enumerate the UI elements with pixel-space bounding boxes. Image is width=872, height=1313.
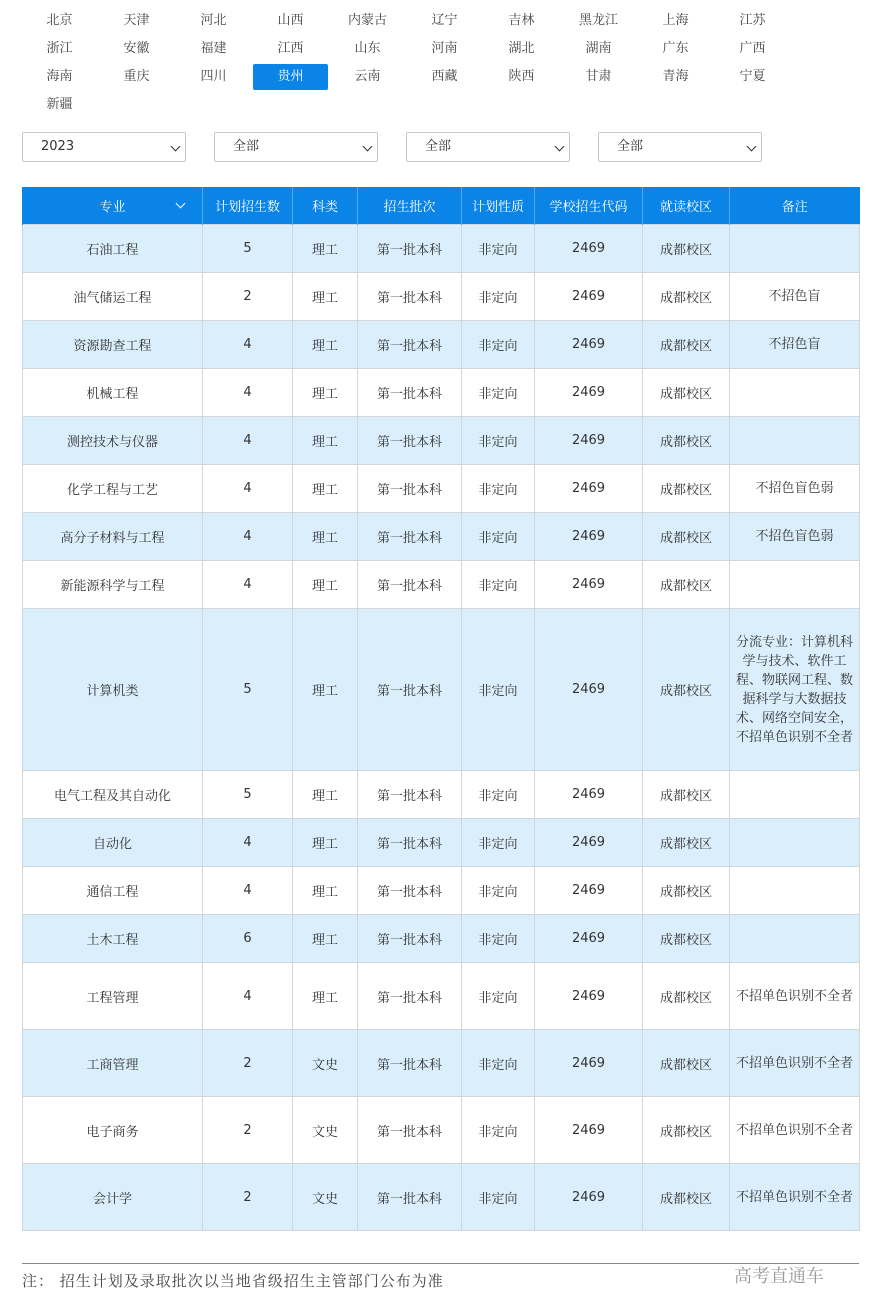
cell-plan-count: 2 bbox=[203, 1164, 293, 1231]
category-select[interactable] bbox=[214, 132, 378, 162]
cell-subject: 理工 bbox=[293, 867, 358, 915]
cell-subject: 理工 bbox=[293, 819, 358, 867]
cell-school-code: 2469 bbox=[535, 225, 643, 273]
cell-batch: 第一批本科 bbox=[358, 561, 462, 609]
cell-plan-type: 非定向 bbox=[462, 1030, 535, 1097]
province-item[interactable]: 辽宁 bbox=[431, 13, 458, 28]
campus-select[interactable] bbox=[598, 132, 762, 162]
enrollment-plan-table bbox=[22, 187, 860, 1231]
table-row bbox=[23, 609, 860, 771]
cell-campus: 成都校区 bbox=[643, 417, 730, 465]
cell-subject: 理工 bbox=[293, 561, 358, 609]
table-row bbox=[23, 867, 860, 915]
cell-subject: 文史 bbox=[293, 1097, 358, 1164]
province-item[interactable]: 宁夏 bbox=[739, 69, 766, 84]
cell-batch: 第一批本科 bbox=[358, 273, 462, 321]
cell-remarks bbox=[730, 915, 860, 963]
batch-select[interactable] bbox=[406, 132, 570, 162]
chevron-down-icon bbox=[363, 142, 373, 152]
province-item[interactable]: 重庆 bbox=[123, 69, 150, 84]
cell-major: 电气工程及其自动化 bbox=[23, 771, 203, 819]
col-header-batch: 招生批次 bbox=[358, 187, 462, 225]
cell-plan-type: 非定向 bbox=[462, 609, 535, 771]
table-row bbox=[23, 771, 860, 819]
cell-remarks bbox=[730, 225, 860, 273]
table-row bbox=[23, 465, 860, 513]
cell-remarks: 不招色盲色弱 bbox=[730, 465, 860, 513]
cell-major: 自动化 bbox=[23, 819, 203, 867]
cell-major: 新能源科学与工程 bbox=[23, 561, 203, 609]
cell-campus: 成都校区 bbox=[643, 915, 730, 963]
cell-remarks bbox=[730, 417, 860, 465]
province-row bbox=[22, 36, 852, 64]
cell-major: 电子商务 bbox=[23, 1097, 203, 1164]
cell-campus: 成都校区 bbox=[643, 963, 730, 1030]
province-item[interactable]: 黑龙江 bbox=[578, 13, 618, 28]
cell-plan-type: 非定向 bbox=[462, 465, 535, 513]
col-header-subject: 科类 bbox=[293, 187, 358, 225]
cell-batch: 第一批本科 bbox=[358, 369, 462, 417]
cell-plan-count: 2 bbox=[203, 1097, 293, 1164]
cell-major: 工商管理 bbox=[23, 1030, 203, 1097]
province-item[interactable]: 山西 bbox=[277, 13, 304, 28]
cell-campus: 成都校区 bbox=[643, 273, 730, 321]
cell-plan-count: 4 bbox=[203, 867, 293, 915]
province-item[interactable]: 河南 bbox=[431, 41, 458, 56]
province-row bbox=[22, 8, 852, 36]
cell-school-code: 2469 bbox=[535, 867, 643, 915]
cell-subject: 理工 bbox=[293, 321, 358, 369]
table-row bbox=[23, 561, 860, 609]
chevron-down-icon[interactable] bbox=[176, 199, 186, 209]
cell-subject: 理工 bbox=[293, 465, 358, 513]
cell-campus: 成都校区 bbox=[643, 465, 730, 513]
cell-plan-count: 4 bbox=[203, 513, 293, 561]
table-row bbox=[23, 819, 860, 867]
cell-remarks: 分流专业：计算机科学与技术、软件工程、物联网工程、数据科学与大数据技术、网络空间安全，不招单色识别不全者 bbox=[730, 609, 860, 771]
province-item[interactable]: 河北 bbox=[200, 13, 227, 28]
cell-subject: 理工 bbox=[293, 513, 358, 561]
cell-campus: 成都校区 bbox=[643, 225, 730, 273]
cell-plan-count: 4 bbox=[203, 417, 293, 465]
province-item[interactable]: 广西 bbox=[739, 41, 766, 56]
cell-plan-type: 非定向 bbox=[462, 963, 535, 1030]
cell-campus: 成都校区 bbox=[643, 1164, 730, 1231]
cell-batch: 第一批本科 bbox=[358, 417, 462, 465]
province-item[interactable]: 甘肃 bbox=[585, 69, 612, 84]
chevron-down-icon bbox=[555, 142, 565, 152]
cell-remarks: 不招单色识别不全者 bbox=[730, 1164, 860, 1231]
category-select-value: 全部 bbox=[233, 139, 260, 154]
province-item[interactable]: 安徽 bbox=[123, 41, 150, 56]
year-select[interactable] bbox=[22, 132, 186, 162]
cell-plan-count: 4 bbox=[203, 819, 293, 867]
cell-major: 会计学 bbox=[23, 1164, 203, 1231]
cell-major: 计算机类 bbox=[23, 609, 203, 771]
cell-remarks bbox=[730, 867, 860, 915]
watermark: 高考直通车 bbox=[734, 1266, 824, 1287]
cell-campus: 成都校区 bbox=[643, 867, 730, 915]
cell-plan-type: 非定向 bbox=[462, 513, 535, 561]
cell-batch: 第一批本科 bbox=[358, 609, 462, 771]
cell-plan-count: 4 bbox=[203, 321, 293, 369]
cell-major: 测控技术与仪器 bbox=[23, 417, 203, 465]
cell-remarks: 不招色盲 bbox=[730, 273, 860, 321]
cell-plan-count: 6 bbox=[203, 915, 293, 963]
cell-plan-count: 4 bbox=[203, 963, 293, 1030]
cell-plan-type: 非定向 bbox=[462, 417, 535, 465]
cell-campus: 成都校区 bbox=[643, 369, 730, 417]
cell-major: 油气储运工程 bbox=[23, 273, 203, 321]
cell-plan-type: 非定向 bbox=[462, 225, 535, 273]
cell-subject: 理工 bbox=[293, 771, 358, 819]
cell-major: 工程管理 bbox=[23, 963, 203, 1030]
cell-remarks: 不招单色识别不全者 bbox=[730, 1097, 860, 1164]
province-item[interactable]: 广东 bbox=[662, 41, 689, 56]
cell-school-code: 2469 bbox=[535, 771, 643, 819]
table-row bbox=[23, 273, 860, 321]
cell-major: 土木工程 bbox=[23, 915, 203, 963]
table-row bbox=[23, 1164, 860, 1231]
province-item[interactable]: 浙江 bbox=[46, 41, 73, 56]
province-selector bbox=[22, 8, 852, 120]
cell-school-code: 2469 bbox=[535, 1164, 643, 1231]
cell-campus: 成都校区 bbox=[643, 771, 730, 819]
cell-batch: 第一批本科 bbox=[358, 465, 462, 513]
cell-school-code: 2469 bbox=[535, 963, 643, 1030]
cell-batch: 第一批本科 bbox=[358, 1164, 462, 1231]
cell-school-code: 2469 bbox=[535, 321, 643, 369]
cell-plan-count: 4 bbox=[203, 561, 293, 609]
cell-batch: 第一批本科 bbox=[358, 1030, 462, 1097]
cell-campus: 成都校区 bbox=[643, 819, 730, 867]
cell-plan-count: 5 bbox=[203, 225, 293, 273]
cell-plan-count: 4 bbox=[203, 465, 293, 513]
province-item[interactable]: 江西 bbox=[277, 41, 304, 56]
cell-plan-type: 非定向 bbox=[462, 1164, 535, 1231]
cell-campus: 成都校区 bbox=[643, 561, 730, 609]
province-item[interactable]: 北京 bbox=[46, 13, 73, 28]
table-row bbox=[23, 225, 860, 273]
col-header-major[interactable] bbox=[23, 187, 203, 225]
cell-plan-type: 非定向 bbox=[462, 1097, 535, 1164]
cell-plan-type: 非定向 bbox=[462, 819, 535, 867]
cell-major: 石油工程 bbox=[23, 225, 203, 273]
cell-plan-type: 非定向 bbox=[462, 273, 535, 321]
province-item[interactable]: 吉林 bbox=[508, 13, 535, 28]
cell-school-code: 2469 bbox=[535, 819, 643, 867]
campus-select-value: 全部 bbox=[617, 139, 644, 154]
filter-bar bbox=[22, 132, 790, 162]
cell-remarks bbox=[730, 369, 860, 417]
cell-batch: 第一批本科 bbox=[358, 963, 462, 1030]
cell-batch: 第一批本科 bbox=[358, 819, 462, 867]
cell-school-code: 2469 bbox=[535, 915, 643, 963]
cell-campus: 成都校区 bbox=[643, 513, 730, 561]
cell-remarks: 不招单色识别不全者 bbox=[730, 963, 860, 1030]
province-row bbox=[22, 92, 852, 120]
cell-school-code: 2469 bbox=[535, 609, 643, 771]
year-select-value: 2023 bbox=[41, 139, 75, 154]
col-header-school-code: 学校招生代码 bbox=[535, 187, 643, 225]
cell-subject: 理工 bbox=[293, 369, 358, 417]
cell-campus: 成都校区 bbox=[643, 1030, 730, 1097]
province-item[interactable]: 山东 bbox=[354, 41, 381, 56]
cell-plan-count: 5 bbox=[203, 609, 293, 771]
cell-major: 机械工程 bbox=[23, 369, 203, 417]
col-header-plan-count: 计划招生数 bbox=[203, 187, 293, 225]
col-header-campus: 就读校区 bbox=[643, 187, 730, 225]
cell-plan-count: 5 bbox=[203, 771, 293, 819]
cell-batch: 第一批本科 bbox=[358, 771, 462, 819]
province-item[interactable]: 福建 bbox=[200, 41, 227, 56]
cell-major: 通信工程 bbox=[23, 867, 203, 915]
chevron-down-icon bbox=[747, 142, 757, 152]
cell-batch: 第一批本科 bbox=[358, 225, 462, 273]
cell-plan-count: 2 bbox=[203, 1030, 293, 1097]
cell-plan-count: 4 bbox=[203, 369, 293, 417]
province-item[interactable]: 青海 bbox=[662, 69, 689, 84]
cell-subject: 理工 bbox=[293, 273, 358, 321]
batch-select-value: 全部 bbox=[425, 139, 452, 154]
table-row bbox=[23, 963, 860, 1030]
cell-batch: 第一批本科 bbox=[358, 867, 462, 915]
cell-plan-count: 2 bbox=[203, 273, 293, 321]
table-row bbox=[23, 321, 860, 369]
table-row bbox=[23, 369, 860, 417]
cell-batch: 第一批本科 bbox=[358, 1097, 462, 1164]
cell-campus: 成都校区 bbox=[643, 1097, 730, 1164]
province-item[interactable]: 贵州 bbox=[253, 64, 328, 90]
cell-subject: 理工 bbox=[293, 609, 358, 771]
footnote: 注： 招生计划及录取批次以当地省级招生主管部门公布为准 bbox=[22, 1272, 444, 1290]
cell-school-code: 2469 bbox=[535, 417, 643, 465]
cell-school-code: 2469 bbox=[535, 273, 643, 321]
province-item[interactable]: 江苏 bbox=[739, 13, 766, 28]
cell-plan-type: 非定向 bbox=[462, 867, 535, 915]
cell-major: 资源勘查工程 bbox=[23, 321, 203, 369]
province-row bbox=[22, 64, 852, 92]
table-row bbox=[23, 417, 860, 465]
table-row bbox=[23, 1030, 860, 1097]
cell-remarks bbox=[730, 819, 860, 867]
table-row bbox=[23, 1097, 860, 1164]
col-header-plan-type: 计划性质 bbox=[462, 187, 535, 225]
cell-plan-type: 非定向 bbox=[462, 561, 535, 609]
cell-remarks bbox=[730, 771, 860, 819]
province-item[interactable]: 新疆 bbox=[46, 97, 73, 112]
cell-batch: 第一批本科 bbox=[358, 513, 462, 561]
cell-remarks: 不招单色识别不全者 bbox=[730, 1030, 860, 1097]
cell-school-code: 2469 bbox=[535, 1097, 643, 1164]
cell-remarks bbox=[730, 561, 860, 609]
table-row bbox=[23, 915, 860, 963]
table-row bbox=[23, 513, 860, 561]
col-header-remarks: 备注 bbox=[730, 187, 860, 225]
province-item[interactable]: 内蒙古 bbox=[347, 13, 387, 28]
cell-school-code: 2469 bbox=[535, 465, 643, 513]
province-item[interactable]: 云南 bbox=[354, 69, 381, 84]
cell-school-code: 2469 bbox=[535, 1030, 643, 1097]
province-item[interactable]: 湖北 bbox=[508, 41, 535, 56]
province-item[interactable]: 天津 bbox=[123, 13, 150, 28]
cell-school-code: 2469 bbox=[535, 561, 643, 609]
cell-subject: 理工 bbox=[293, 417, 358, 465]
cell-plan-type: 非定向 bbox=[462, 771, 535, 819]
cell-school-code: 2469 bbox=[535, 369, 643, 417]
province-item[interactable]: 西藏 bbox=[431, 69, 458, 84]
province-item[interactable]: 海南 bbox=[46, 69, 73, 84]
cell-subject: 文史 bbox=[293, 1164, 358, 1231]
cell-subject: 理工 bbox=[293, 963, 358, 1030]
province-item[interactable]: 四川 bbox=[200, 69, 227, 84]
cell-plan-type: 非定向 bbox=[462, 915, 535, 963]
cell-campus: 成都校区 bbox=[643, 321, 730, 369]
col-header-label: 专业 bbox=[99, 200, 126, 215]
cell-remarks: 不招色盲 bbox=[730, 321, 860, 369]
cell-subject: 文史 bbox=[293, 1030, 358, 1097]
cell-subject: 理工 bbox=[293, 225, 358, 273]
province-item[interactable]: 湖南 bbox=[585, 41, 612, 56]
cell-major: 高分子材料与工程 bbox=[23, 513, 203, 561]
cell-batch: 第一批本科 bbox=[358, 915, 462, 963]
table-header-row bbox=[23, 187, 860, 225]
province-item[interactable]: 上海 bbox=[662, 13, 689, 28]
cell-campus: 成都校区 bbox=[643, 609, 730, 771]
cell-school-code: 2469 bbox=[535, 513, 643, 561]
cell-subject: 理工 bbox=[293, 915, 358, 963]
cell-plan-type: 非定向 bbox=[462, 321, 535, 369]
cell-remarks: 不招色盲色弱 bbox=[730, 513, 860, 561]
province-item[interactable]: 陕西 bbox=[508, 69, 535, 84]
cell-major: 化学工程与工艺 bbox=[23, 465, 203, 513]
cell-batch: 第一批本科 bbox=[358, 321, 462, 369]
cell-plan-type: 非定向 bbox=[462, 369, 535, 417]
chevron-down-icon bbox=[171, 142, 181, 152]
